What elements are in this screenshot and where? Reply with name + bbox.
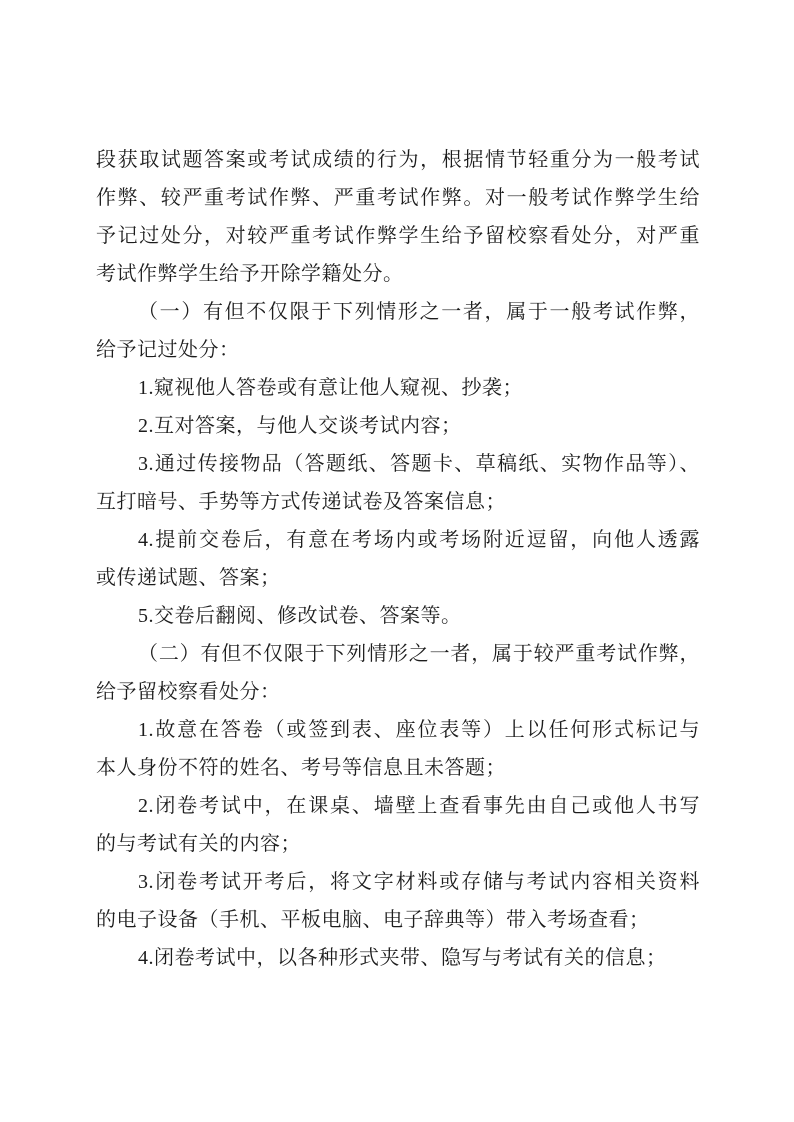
text-line: （一）有但不仅限于下列情形之一者，属于一般考试作弊， bbox=[138, 301, 700, 323]
text-line: （二）有但不仅限于下列情形之一者，属于较严重考试作弊， bbox=[138, 643, 700, 665]
text-line: 考试作弊学生给予开除学籍处分。 bbox=[96, 263, 404, 285]
text-line: 的与考试有关的内容； bbox=[96, 833, 301, 855]
text-line: 5.交卷后翻阅、修改试卷、答案等。 bbox=[138, 605, 462, 627]
text-block bbox=[96, 141, 700, 977]
text-line: 予记过处分，对较严重考试作弊学生给予留校察看处分，对严重 bbox=[96, 225, 700, 247]
text-line: 1.窥视他人答卷或有意让他人窥视、抄袭； bbox=[138, 377, 523, 399]
text-line: 段获取试题答案或考试成绩的行为，根据情节轻重分为一般考试 bbox=[96, 149, 700, 171]
text-line: 2.互对答案，与他人交谈考试内容； bbox=[138, 415, 462, 437]
text-line: 的电子设备（手机、平板电脑、电子辞典等）带入考场查看； bbox=[96, 909, 650, 931]
text-line: 作弊、较严重考试作弊、严重考试作弊。对一般考试作弊学生给 bbox=[96, 187, 700, 209]
text-line: 3.通过传接物品（答题纸、答题卡、草稿纸、实物作品等）、 bbox=[138, 453, 700, 475]
text-line: 给予留校察看处分： bbox=[96, 681, 281, 703]
text-line: 1.故意在答卷（或签到表、座位表等）上以任何形式标记与 bbox=[138, 719, 700, 741]
text-line: 3.闭卷考试开考后，将文字材料或存储与考试内容相关资料 bbox=[138, 871, 700, 893]
text-line: 或传递试题、答案； bbox=[96, 567, 281, 589]
text-line: 给予记过处分： bbox=[96, 339, 240, 361]
text-line: 互打暗号、手势等方式传递试卷及答案信息； bbox=[96, 491, 506, 513]
text-line: 4.闭卷考试中，以各种形式夹带、隐写与考试有关的信息； bbox=[138, 947, 667, 969]
text-line: 4.提前交卷后，有意在考场内或考场附近逗留，向他人透露 bbox=[138, 529, 700, 551]
text-line: 2.闭卷考试中，在课桌、墙壁上查看事先由自己或他人书写 bbox=[138, 795, 700, 817]
text-line: 本人身份不符的姓名、考号等信息且未答题； bbox=[96, 757, 506, 779]
